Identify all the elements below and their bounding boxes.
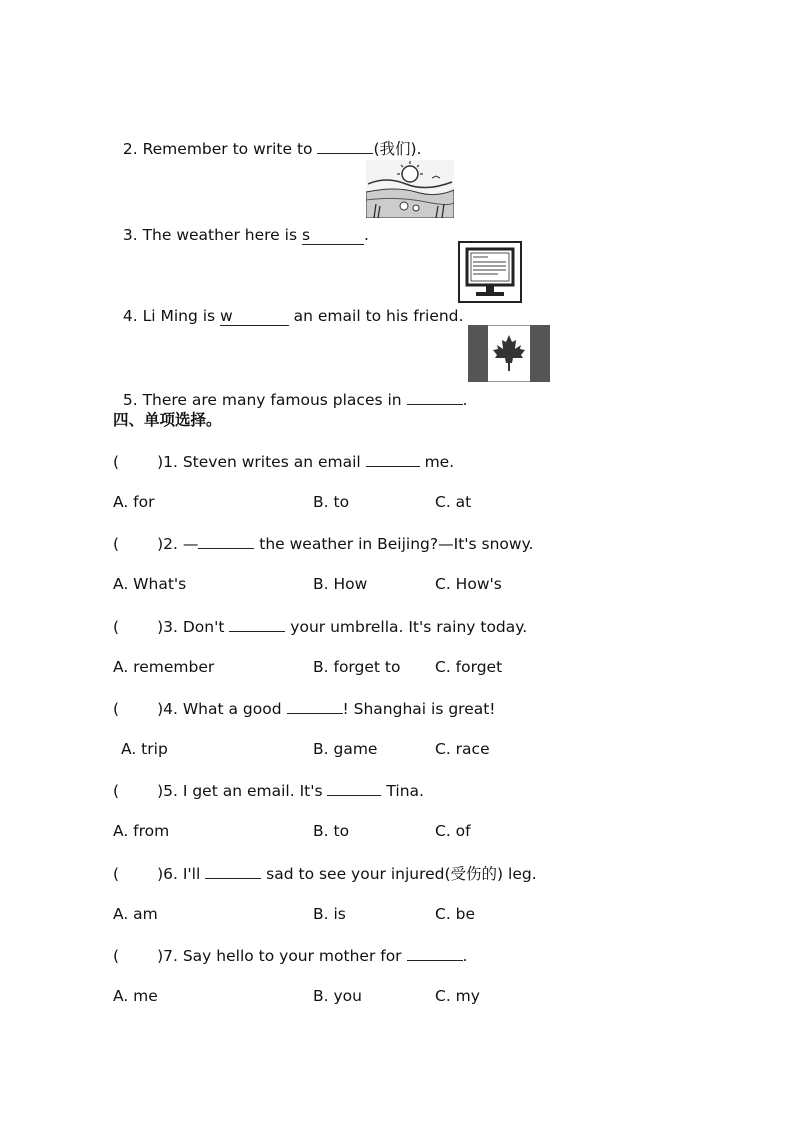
option-a[interactable]: A. am xyxy=(113,905,158,923)
paren-open: ( xyxy=(113,782,120,800)
fill-item-2 xyxy=(113,118,422,159)
question-3 xyxy=(113,616,527,637)
question-text-post: me. xyxy=(419,453,455,471)
answer-blank[interactable] xyxy=(205,863,261,879)
computer-monitor-icon xyxy=(458,241,522,303)
paren-open: ( xyxy=(113,535,120,553)
paren-open: ( xyxy=(113,453,120,471)
option-a[interactable]: A. remember xyxy=(113,658,215,676)
question-text-pre: 2. — xyxy=(163,535,199,553)
question-text-pre: 5. I get an email. It's xyxy=(163,782,328,800)
fill-item-4-post: an email to his friend. xyxy=(288,307,464,325)
question-6 xyxy=(113,863,537,884)
fill-item-3 xyxy=(113,205,369,245)
answer-blank[interactable] xyxy=(317,138,373,154)
question-text-post: the weather in Beijing?—It's snowy. xyxy=(254,535,534,553)
canada-flag-icon xyxy=(468,325,550,382)
option-b[interactable]: B. to xyxy=(313,493,350,511)
paren-open: ( xyxy=(113,865,120,883)
paren-close: ) xyxy=(157,947,164,965)
paren-close: ) xyxy=(157,535,164,553)
answer-blank[interactable] xyxy=(198,533,254,549)
option-b[interactable]: B. How xyxy=(313,575,368,593)
option-c[interactable]: C. of xyxy=(435,822,471,840)
paren-close: ) xyxy=(157,782,164,800)
option-b[interactable]: B. game xyxy=(313,740,378,758)
answer-blank[interactable] xyxy=(407,945,463,961)
paren-open: ( xyxy=(113,947,120,965)
option-a[interactable]: A. me xyxy=(113,987,158,1005)
option-b[interactable]: B. is xyxy=(313,905,346,923)
answer-blank[interactable] xyxy=(229,616,285,632)
option-a[interactable]: A. trip xyxy=(121,740,168,758)
paren-open: ( xyxy=(113,700,120,718)
fill-item-3-post: . xyxy=(364,226,369,244)
question-4 xyxy=(113,698,496,719)
sunny-landscape-icon xyxy=(366,160,454,218)
question-text-post: ! Shanghai is great! xyxy=(342,700,496,718)
option-b[interactable]: B. to xyxy=(313,822,350,840)
option-c[interactable]: C. race xyxy=(435,740,490,758)
paren-close: ) xyxy=(157,618,164,636)
fill-item-2-post: (我们). xyxy=(373,140,422,158)
option-b[interactable]: B. forget to xyxy=(313,658,401,676)
option-a[interactable]: A. What's xyxy=(113,575,187,593)
hint-letter: w xyxy=(220,307,233,325)
option-a[interactable]: A. for xyxy=(113,493,155,511)
option-c[interactable]: C. my xyxy=(435,987,480,1005)
option-a[interactable]: A. from xyxy=(113,822,170,840)
answer-blank[interactable] xyxy=(287,698,343,714)
question-1 xyxy=(113,451,454,472)
option-c[interactable]: C. at xyxy=(435,493,472,511)
answer-blank[interactable] xyxy=(327,780,381,796)
question-text-pre: 6. I'll xyxy=(163,865,206,883)
option-c[interactable]: C. forget xyxy=(435,658,503,676)
fill-item-5-pre: 5. There are many famous places in xyxy=(122,391,407,409)
answer-blank[interactable] xyxy=(302,226,364,245)
question-text-pre: 3. Don't xyxy=(163,618,230,636)
question-text-pre: 1. Steven writes an email xyxy=(163,453,366,471)
option-b[interactable]: B. you xyxy=(313,987,362,1005)
fill-item-4-pre: 4. Li Ming is xyxy=(122,307,221,325)
question-7 xyxy=(113,945,467,966)
question-2 xyxy=(113,533,533,554)
fill-item-2-pre: 2. Remember to write to xyxy=(122,140,318,158)
question-5 xyxy=(113,780,424,801)
fill-item-5-post: . xyxy=(462,391,468,409)
paren-close: ) xyxy=(157,865,164,883)
answer-blank[interactable] xyxy=(220,307,289,326)
fill-item-4 xyxy=(113,286,463,326)
question-text-pre: 4. What a good xyxy=(163,700,287,718)
question-text-pre: 7. Say hello to your mother for xyxy=(163,947,407,965)
option-c[interactable]: C. be xyxy=(435,905,476,923)
hint-letter: s xyxy=(301,226,311,244)
fill-item-3-pre: 3. The weather here is xyxy=(122,226,302,244)
paren-close: ) xyxy=(157,700,164,718)
question-text-post: . xyxy=(462,947,468,965)
answer-blank[interactable] xyxy=(407,389,463,405)
paren-close: ) xyxy=(157,453,164,471)
question-text-post: Tina. xyxy=(381,782,424,800)
option-c[interactable]: C. How's xyxy=(435,575,502,593)
section-heading: 四、单项选择。 xyxy=(113,411,222,429)
question-text-post: your umbrella. It's rainy today. xyxy=(285,618,528,636)
question-text-post: sad to see your injured(受伤的) leg. xyxy=(261,865,537,883)
paren-open: ( xyxy=(113,618,120,636)
fill-item-5 xyxy=(113,369,467,410)
answer-blank[interactable] xyxy=(366,451,420,467)
